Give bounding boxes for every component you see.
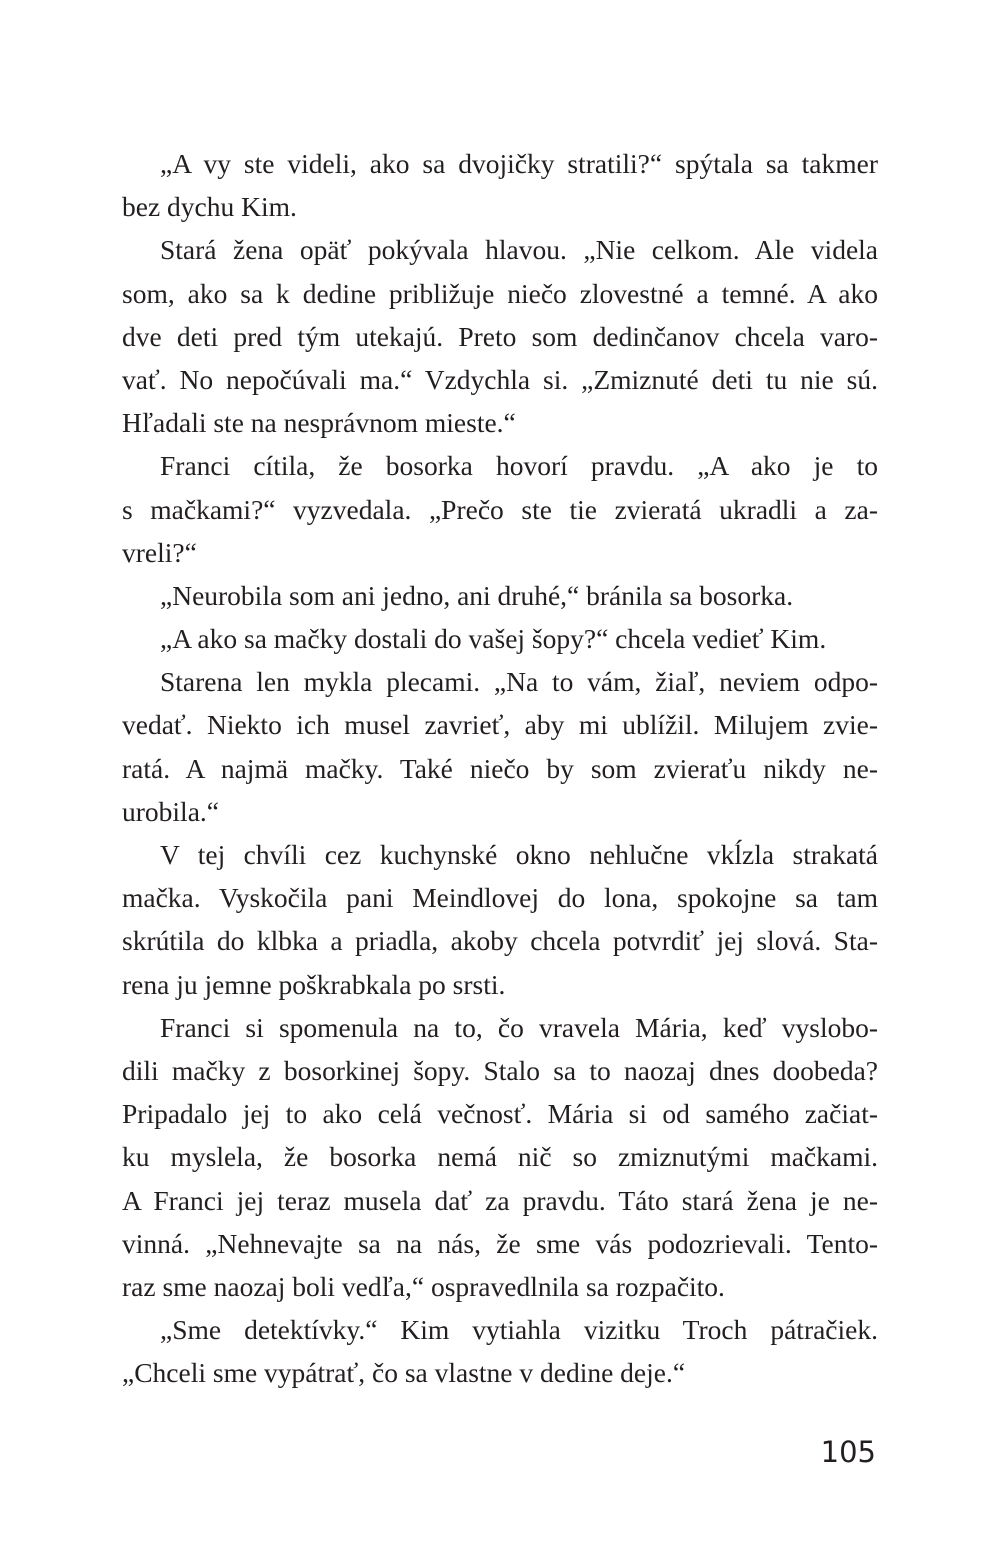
text-line: A Franci jej teraz musela dať za pravdu. Táto stará žena je ne-	[122, 1184, 878, 1216]
text-line: vať. No nepočúvali ma.“ Vzdychla si. „Zmiznuté deti tu nie sú.	[122, 363, 878, 395]
text-line: Pripadalo jej to ako celá večnosť. Mária si od samého začiat-	[122, 1098, 878, 1130]
text-line: som, ako sa k dedine približuje niečo zlovestné a temné. A ako	[122, 277, 878, 309]
text-line: dili mačky z bosorkinej šopy. Stalo sa to naozaj dnes doobeda?	[122, 1054, 878, 1086]
text-line: „Neurobila som ani jedno, ani druhé,“ bránila sa bosorka.	[160, 579, 794, 611]
text-line: ratá. A najmä mačky. Také niečo by som zvieraťu nikdy ne-	[122, 752, 878, 784]
text-line: vinná. „Nehnevajte sa na nás, že sme vás podozrievali. Tento-	[122, 1227, 878, 1259]
text-line: „A vy ste videli, ako sa dvojičky stratili?“ spýtala sa takmer	[160, 148, 878, 179]
text-line: skrútila do klbka a priadla, akoby chcela potvrdiť jej slová. Sta-	[122, 925, 878, 957]
text-line: Hľadali ste na nesprávnom mieste.“	[122, 407, 516, 439]
text-line: bez dychu Kim.	[122, 191, 297, 223]
text-line: Franci cítila, že bosorka hovorí pravdu. „A ako je to	[160, 450, 878, 482]
text-line: „A ako sa mačky dostali do vašej šopy?“ chcela vedieť Kim.	[160, 623, 827, 655]
text-line: rena ju jemne poškrabkala po srsti.	[122, 968, 506, 1000]
text-line: Starena len mykla plecami. „Na to vám, žiaľ, neviem odpo-	[160, 666, 878, 698]
text-line: Franci si spomenula na to, čo vravela Mária, keď vyslobo-	[160, 1011, 878, 1043]
text-line: urobila.“	[122, 795, 219, 827]
text-line: „Sme detektívky.“ Kim vytiahla vizitku Troch pátračiek.	[160, 1314, 878, 1346]
text-line: ku myslela, že bosorka nemá nič so zmiznutými mačkami.	[122, 1141, 878, 1173]
text-line: „Chceli sme vypátrať, čo sa vlastne v dedine deje.“	[122, 1357, 686, 1389]
text-line: s mačkami?“ vyzvedala. „Prečo ste tie zvieratá ukradli a za-	[122, 493, 878, 525]
page-number: 105	[820, 1435, 876, 1469]
body-text	[122, 142, 878, 1394]
text-line: vreli?“	[122, 536, 197, 568]
text-line: V tej chvíli cez kuchynské okno nehlučne vkĺzla strakatá	[160, 839, 878, 870]
text-line: vedať. Niekto ich musel zavrieť, aby mi ublížil. Milujem zvie-	[122, 709, 878, 741]
text-line: mačka. Vyskočila pani Meindlovej do lona, spokojne sa tam	[122, 882, 878, 914]
text-line: dve deti pred tým utekajú. Preto som dedinčanov chcela varo-	[122, 320, 878, 352]
text-line: Stará žena opäť pokývala hlavou. „Nie celkom. Ale videla	[160, 234, 878, 266]
text-line: raz sme naozaj boli vedľa,“ ospravedlnila sa rozpačito.	[122, 1270, 725, 1302]
